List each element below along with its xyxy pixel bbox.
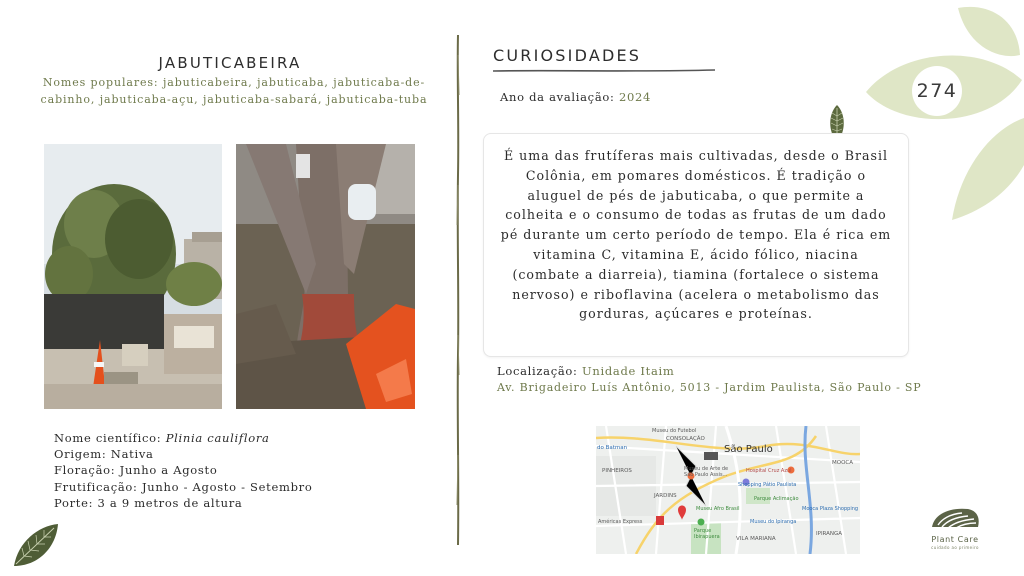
map-label: Mooca Plaza Shopping [802,506,859,512]
tree-photo [44,144,222,409]
page-number-badge: 274 [912,66,962,116]
fruiting-row: Frutificação: Junho - Agosto - Setembro [54,479,313,494]
map-label: São Paulo [724,444,773,455]
map-label: MOOCA [832,460,854,466]
title-underline [493,68,715,74]
map-label: Museu Afro Brasil [696,506,740,512]
year-label: Ano da avaliação: [500,90,615,104]
leaf-shape [952,118,1024,220]
popular-names: Nomes populares: jabuticabeira, jabuticaba, jabuticaba-de-cabinho, jabuticaba-açu, jabuticaba-sabará, jabuticaba-tuba [40,76,428,106]
map-label: do Batman [597,445,628,451]
map-label: IPIRANGA [816,531,843,537]
map-label: PINHEIROS [602,468,632,474]
map-label: Parque Aclimação [754,496,799,502]
trunk-photo [236,144,415,409]
scientific-name-row [54,430,312,446]
leaf-icon [10,522,62,570]
evaluation-year [500,90,651,104]
location-address: Av. Brigadeiro Luís Antônio, 5013 - Jardim Paulista, São Paulo - SP [497,381,922,394]
year-value: 2024 [618,90,652,104]
curiosities-text: É uma das frutíferas mais cultivadas, desde o Brasil Colônia, em pomares domésticos. É tradição o aluguel de pés de jabuticaba, o que permite a colheita e o consumo de todas as frutas de um dado pé durante um certo período de tempo. Ela é rica em vitamina C, vitamina E, ácido fólico, niacina (combate a diarreia), tiamina (fortalece o sistema nervoso) e riboflavina (acelera o metabolismo das gorduras, açúcares e proteínas. [500,148,892,322]
plant-care-logo-icon [928,503,982,533]
curiosities-title: CURIOSIDADES [493,46,642,65]
map-label: Américas Express [598,519,643,525]
map-label: Museu do Ipiranga [750,519,797,525]
location-unit: Unidade Itaim [581,364,675,378]
origin-row: Origem: Nativa [54,447,154,462]
plant-title: JABUTICABEIRA [158,54,302,72]
map-label: VILA MARIANA [736,536,776,542]
map-label: CONSOLAÇÃO [666,436,705,442]
location-row [497,364,675,378]
brand-tagline: cuidado ao primeiro [931,545,979,550]
map-label: Museu de Arte de São Paulo Assis... [684,466,729,478]
scientific-name-label: Nome científico: [54,431,162,445]
map-label: JARDINS [654,493,677,499]
size-row: Porte: 3 a 9 metros de altura [54,495,243,510]
map-label: Hospital Cruz Azul [746,468,792,474]
vertical-divider [455,35,461,545]
location-map[interactable] [596,426,860,554]
leaf-shape [958,7,1020,56]
flowering-row: Floração: Junho a Agosto [54,463,218,478]
map-label: Shopping Pátio Paulista [738,482,797,488]
plant-facts [54,430,312,511]
map-label: Parque Ibirapuera [694,528,720,540]
brand-name: Plant Care [931,535,979,544]
location-label: Localização: [497,364,578,378]
scientific-name-value: Plinia cauliflora [165,431,270,445]
map-label: Museu do Futebol [652,428,697,434]
